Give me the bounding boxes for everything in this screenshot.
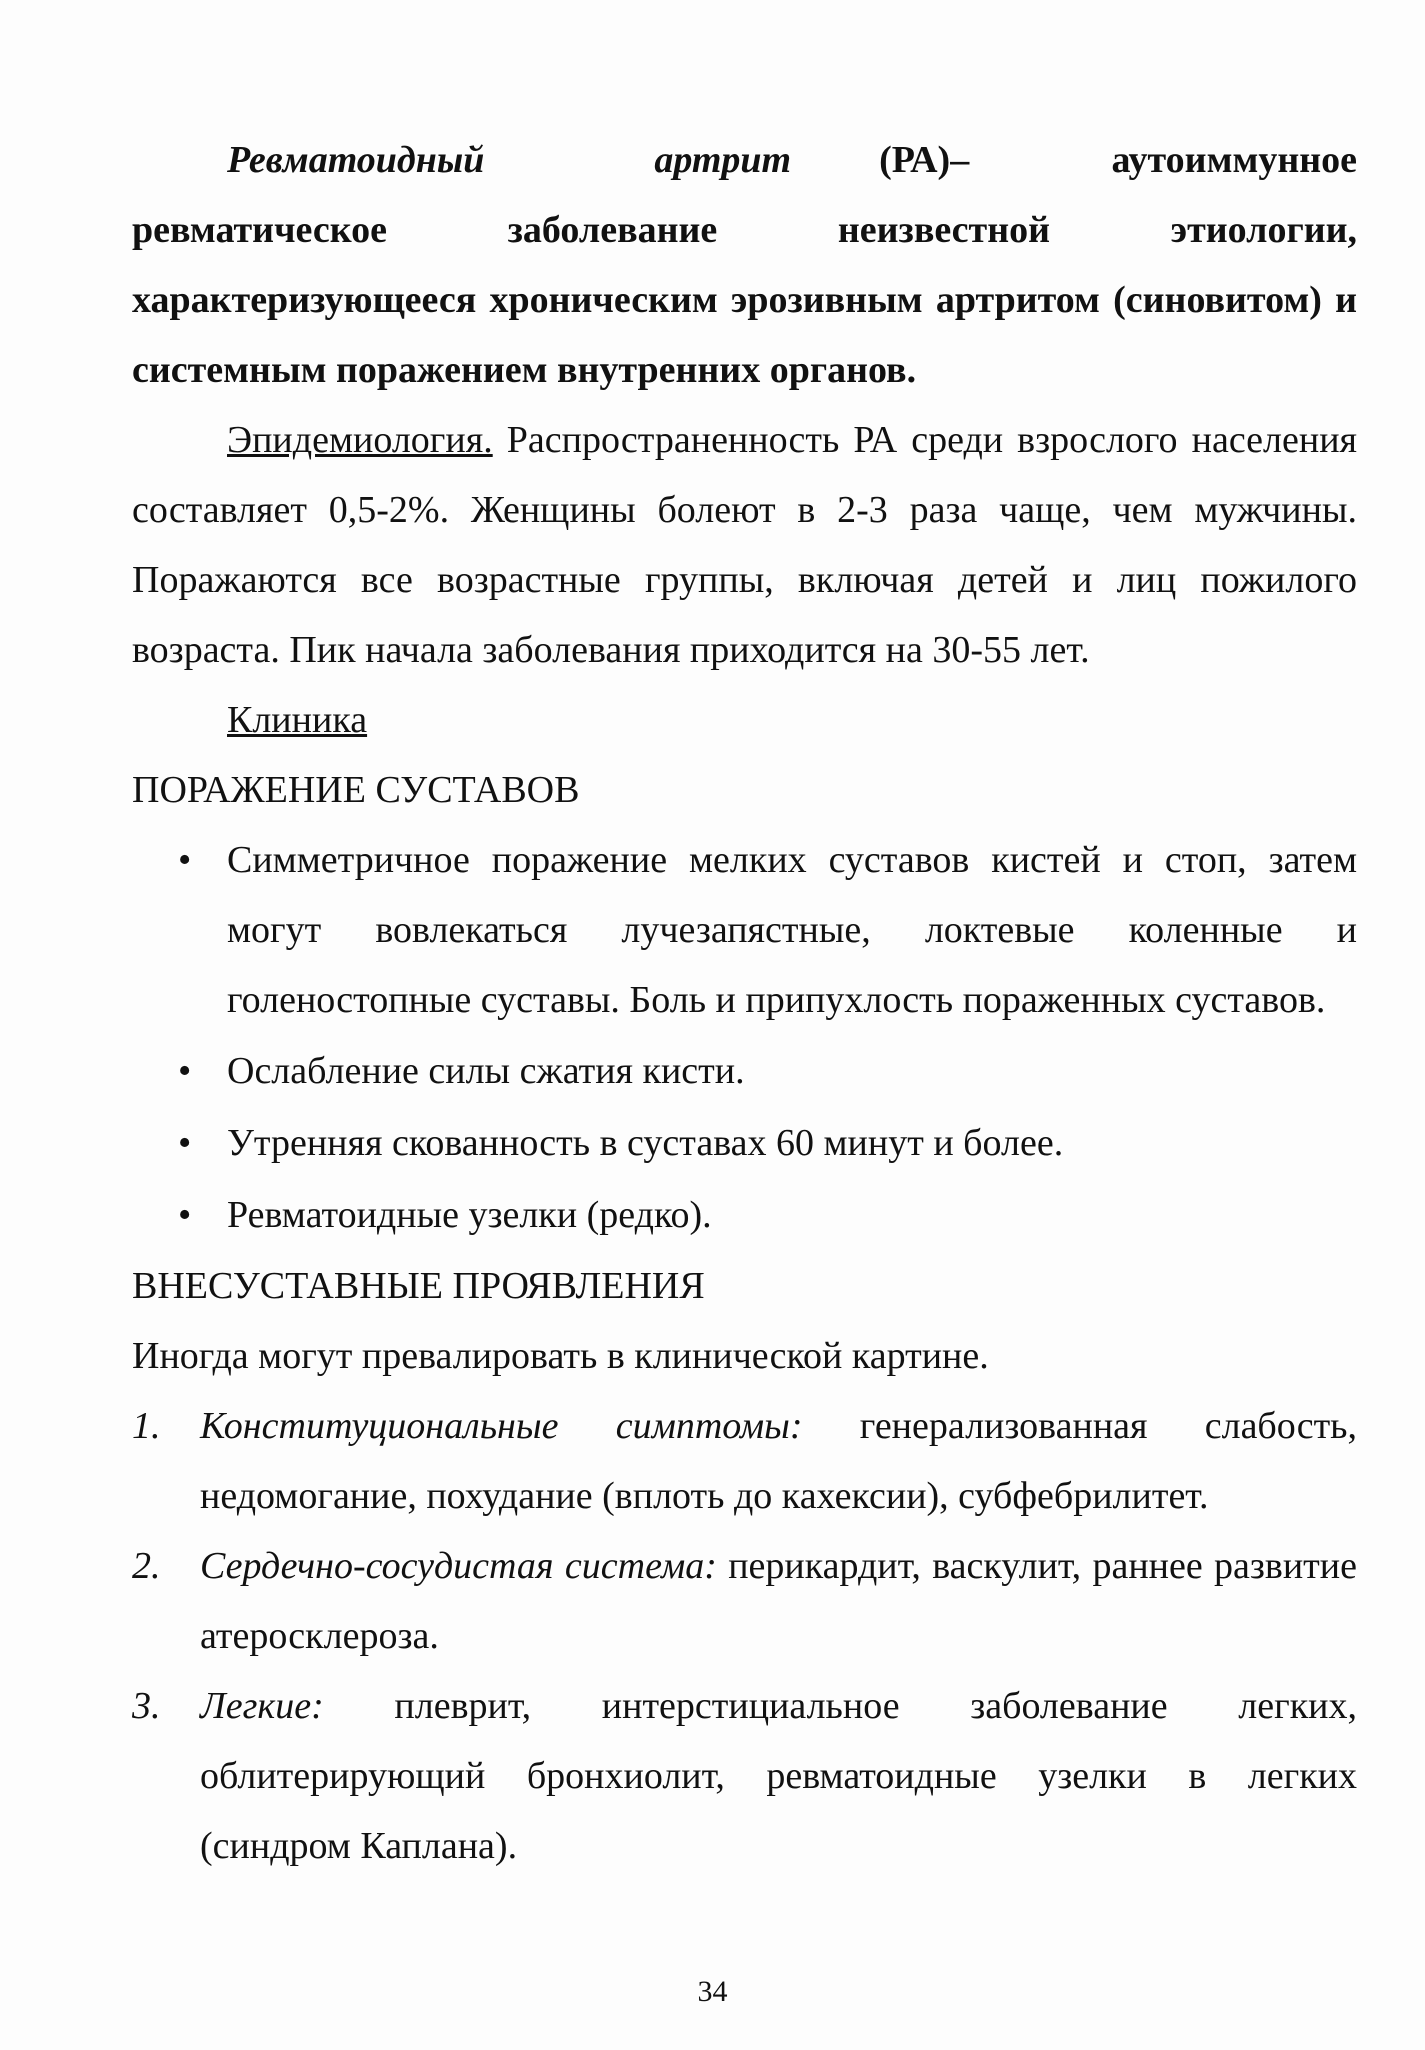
bullet-icon: • bbox=[178, 839, 192, 881]
item-text: перикардит, васкулит, раннее развитие атеросклероза. bbox=[200, 1545, 1357, 1657]
bullet-icon: • bbox=[178, 1122, 192, 1164]
intro-term-word2: артрит bbox=[654, 139, 792, 181]
item-term: Легкие: bbox=[200, 1685, 324, 1727]
list-item bbox=[132, 1107, 1357, 1179]
item-term: Сердечно-сосудистая система: bbox=[200, 1545, 717, 1587]
list-item bbox=[132, 825, 1357, 1035]
item-text: генерализованная слабость, недомогание, похудание (вплоть до кахексии), субфебрилитет. bbox=[200, 1405, 1358, 1517]
bullet-icon: • bbox=[178, 1194, 192, 1236]
item-term: Конституциональные симптомы: bbox=[200, 1405, 803, 1447]
extra-list bbox=[132, 1391, 1357, 1881]
intro-definition: аутоиммунное ревматическое заболевание неизвестной этиологии, характеризующееся хроническим эрозивным артритом (синовитом) и системным поражением внутренних органов. bbox=[132, 139, 1357, 391]
extra-lead: Иногда могут превалировать в клинической картине. bbox=[132, 1335, 989, 1377]
list-item bbox=[132, 1391, 1357, 1531]
bullet-icon: • bbox=[178, 1050, 192, 1092]
list-item bbox=[132, 1035, 1357, 1107]
list-item-text: Утренняя скованность в суставах 60 минут и более. bbox=[227, 1122, 1064, 1164]
list-item-text: Ревматоидные узелки (редко). bbox=[227, 1194, 712, 1236]
item-number: 1. bbox=[132, 1405, 161, 1447]
clinic-label: Клиника bbox=[227, 699, 368, 741]
joints-heading: ПОРАЖЕНИЕ СУСТАВОВ bbox=[132, 769, 580, 811]
page-content bbox=[132, 125, 1357, 1881]
list-item bbox=[132, 1179, 1357, 1251]
joints-list bbox=[132, 825, 1357, 1251]
list-item bbox=[132, 1531, 1357, 1671]
item-text: плеврит, интерстициальное заболевание легких, облитерирующий бронхиолит, ревматоидные узелки в легких (синдром Каплана). bbox=[200, 1685, 1357, 1867]
item-number: 3. bbox=[132, 1685, 161, 1727]
epidemiology-label: Эпидемиология. bbox=[227, 419, 493, 461]
intro-abbreviation: (РА)– bbox=[879, 139, 970, 181]
list-item-text: Симметричное поражение мелких суставов кистей и стоп, затем могут вовлекаться лучезапястные, локтевые коленные и голеностопные суставы. Боль и припухлость пораженных суставов. bbox=[227, 839, 1357, 1021]
intro-paragraph bbox=[132, 125, 1357, 405]
epidemiology-paragraph bbox=[132, 405, 1357, 685]
extra-heading: ВНЕСУСТАВНЫЕ ПРОЯВЛЕНИЯ bbox=[132, 1265, 705, 1307]
page-number: 34 bbox=[697, 1975, 728, 2008]
intro-term-word1: Ревматоидный bbox=[227, 139, 485, 181]
epidemiology-text: Распространенность РА среди взрослого населения составляет 0,5-2%. Женщины болеют в 2-3 раза чаще, чем мужчины. Поражаются все возрастные группы, включая детей и лиц пожилого возраста. Пик начала заболевания приходится на 30-55 лет. bbox=[132, 419, 1358, 671]
item-number: 2. bbox=[132, 1545, 161, 1587]
list-item bbox=[132, 1671, 1357, 1881]
list-item-text: Ослабление силы сжатия кисти. bbox=[227, 1050, 745, 1092]
